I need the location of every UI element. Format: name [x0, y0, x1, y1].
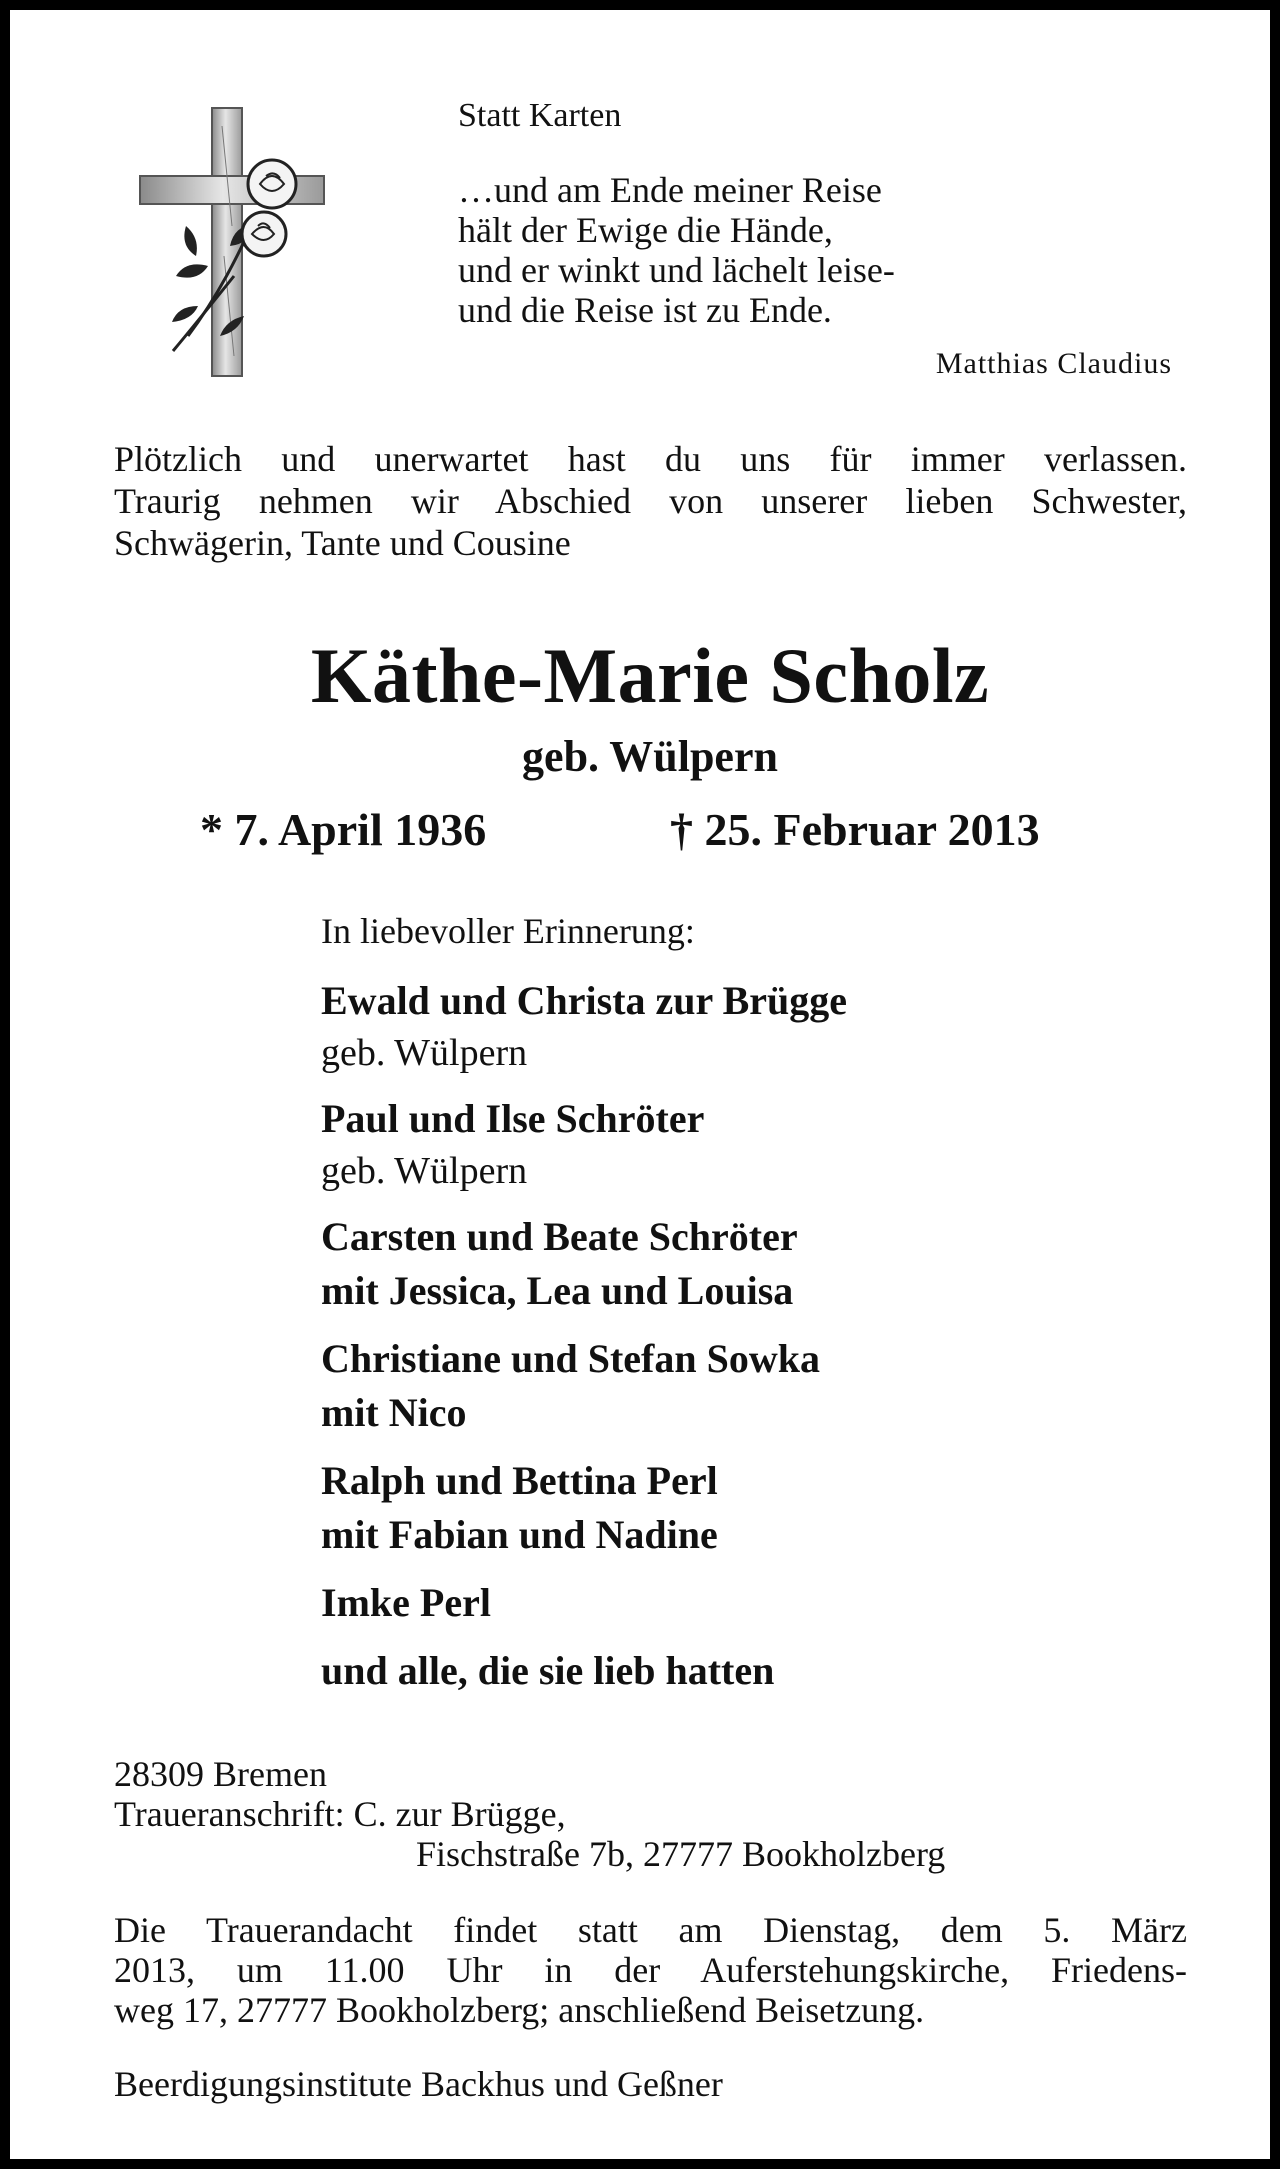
cross-with-roses-icon — [138, 106, 326, 378]
poem-line: und die Reise ist zu Ende. — [458, 290, 832, 330]
intro-text — [114, 438, 1187, 564]
notice-line: weg 17, 27777 Bookholzberg; anschließend Beisetzung. — [114, 1990, 925, 2030]
poem-line: und er winkt und lächelt leise- — [458, 250, 895, 290]
mourner-names: Carsten und Beate Schröter — [321, 1214, 798, 1259]
poem-author: Matthias Claudius — [935, 347, 1172, 380]
mourner-group — [321, 1092, 1221, 1196]
mourners-list — [321, 910, 1221, 1698]
mourner-group — [321, 1210, 1221, 1318]
mourner-names: Christiane und Stefan Sowka — [321, 1336, 821, 1381]
poem-line: hält der Ewige die Hände, — [458, 210, 833, 250]
birth-date: * 7. April 1936 — [200, 804, 487, 855]
intro-line: Plötzlich und unerwartet hast du uns für immer verlassen. — [114, 439, 1187, 479]
city-line: 28309 Bremen — [114, 1754, 327, 1794]
mourner-group — [321, 974, 1221, 1078]
mourner-children: mit Jessica, Lea und Louisa — [321, 1268, 794, 1313]
poem-line: …und am Ende meiner Reise — [458, 170, 882, 210]
service-notice — [114, 1910, 1187, 2030]
statt-karten-label: Statt Karten — [458, 97, 622, 134]
mourner-birth-name: geb. Wülpern — [321, 1032, 528, 1074]
intro-line: Schwägerin, Tante und Cousine — [114, 523, 571, 563]
mourners-closing: und alle, die sie lieb hatten — [321, 1648, 775, 1693]
mourners-lead: In liebevoller Erinnerung: — [321, 911, 695, 951]
mourner-children: mit Nico — [321, 1390, 467, 1435]
mourner-names: Ralph und Bettina Perl — [321, 1458, 718, 1503]
address-line: Fischstraße 7b, 27777 Bookholzberg — [416, 1834, 946, 1874]
poem — [458, 170, 895, 330]
notice-line: Die Trauerandacht findet statt am Dienstag, dem 5. März — [114, 1910, 1187, 1950]
mourner-group — [321, 1332, 1221, 1440]
mourning-address — [114, 1754, 1187, 1874]
deceased-name: Käthe-Marie Scholz — [310, 632, 990, 719]
mourner-names: Paul und Ilse Schröter — [321, 1096, 705, 1141]
notice-line: 2013, um 11.00 Uhr in der Auferstehungskirche, Friedens- — [114, 1950, 1187, 1990]
mourner-names: Imke Perl — [321, 1580, 491, 1625]
mourner-group — [321, 1454, 1221, 1562]
birth-name: geb. Wülpern — [522, 732, 778, 781]
intro-line: Traurig nehmen wir Abschied von unserer lieben Schwester, — [114, 481, 1187, 521]
mourner-group — [321, 1576, 1221, 1630]
death-date: † 25. Februar 2013 — [670, 804, 1040, 855]
funeral-home: Beerdigungsinstitute Backhus und Geßner — [114, 2064, 723, 2104]
address-line: Traueranschrift: C. zur Brügge, — [114, 1794, 566, 1834]
mourner-children: mit Fabian und Nadine — [321, 1512, 718, 1557]
mourner-names: Ewald und Christa zur Brügge — [321, 978, 848, 1023]
mourner-birth-name: geb. Wülpern — [321, 1150, 528, 1192]
